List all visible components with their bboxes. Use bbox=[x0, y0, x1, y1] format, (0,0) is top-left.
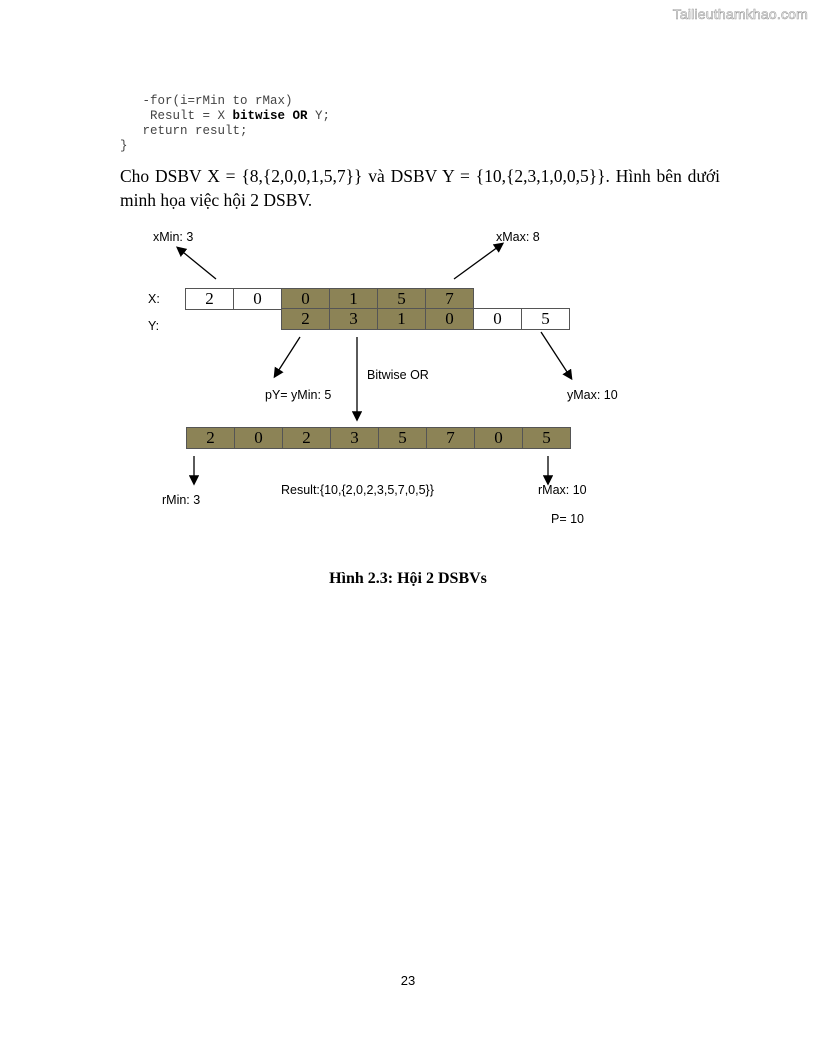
page-number: 23 bbox=[400, 973, 416, 988]
x-cell: 1 bbox=[329, 288, 378, 310]
code-line: } bbox=[120, 139, 128, 153]
x-cell: 0 bbox=[281, 288, 330, 310]
result-cell: 5 bbox=[522, 427, 571, 449]
y-cell: 0 bbox=[425, 308, 474, 330]
x-row-label: X: bbox=[148, 292, 160, 306]
x-cell: 2 bbox=[185, 288, 234, 310]
ymin-arrow bbox=[275, 337, 300, 376]
y-cell: 1 bbox=[377, 308, 426, 330]
code-line: Result = X bbox=[120, 109, 233, 123]
x-cell: 0 bbox=[233, 288, 282, 310]
result-cell: 2 bbox=[186, 427, 235, 449]
x-array bbox=[186, 288, 474, 310]
x-cell: 7 bbox=[425, 288, 474, 310]
ymax-label: yMax: 10 bbox=[567, 388, 618, 402]
result-cell: 5 bbox=[378, 427, 427, 449]
code-keyword: bitwise OR bbox=[232, 109, 308, 123]
result-label: Result:{10,{2,0,2,3,5,7,0,5}} bbox=[281, 483, 434, 497]
ymax-arrow bbox=[541, 332, 571, 378]
x-cell: 5 bbox=[377, 288, 426, 310]
y-cell: 5 bbox=[521, 308, 570, 330]
result-cell: 7 bbox=[426, 427, 475, 449]
result-cell: 0 bbox=[234, 427, 283, 449]
y-cell: 2 bbox=[281, 308, 330, 330]
result-cell: 3 bbox=[330, 427, 379, 449]
p-label: P= 10 bbox=[551, 512, 585, 526]
result-cell: 2 bbox=[282, 427, 331, 449]
figure-caption: Hình 2.3: Hội 2 DSBVs bbox=[329, 570, 487, 587]
code-line: return result; bbox=[120, 124, 248, 138]
body-paragraph: Cho DSBV X = {8,{2,0,0,1,5,7}} và DSBV Y = {10,{2,3,1,0,0,5}}. Hình bên dưới minh họa việc hội 2 DSBV. bbox=[120, 166, 720, 210]
code-line: -for(i=rMin to rMax) bbox=[120, 94, 293, 108]
watermark: Tailieuthamkhao.com bbox=[672, 6, 808, 22]
bitwise-or-label: Bitwise OR bbox=[367, 368, 429, 382]
xmin-label: xMin: 3 bbox=[153, 230, 194, 244]
result-cell: 0 bbox=[474, 427, 523, 449]
y-array bbox=[282, 308, 570, 330]
code-line: Y; bbox=[307, 109, 331, 123]
result-array bbox=[187, 427, 571, 449]
y-cell: 0 bbox=[473, 308, 522, 330]
xmax-arrow bbox=[454, 244, 502, 279]
rmin-label: rMin: 3 bbox=[162, 493, 201, 507]
rmax-label: rMax: 10 bbox=[538, 483, 587, 497]
y-cell: 3 bbox=[329, 308, 378, 330]
xmin-arrow bbox=[178, 248, 216, 279]
xmax-label: xMax: 8 bbox=[496, 230, 540, 244]
y-row-label: Y: bbox=[148, 319, 160, 333]
ymin-label: pY= yMin: 5 bbox=[265, 388, 332, 402]
